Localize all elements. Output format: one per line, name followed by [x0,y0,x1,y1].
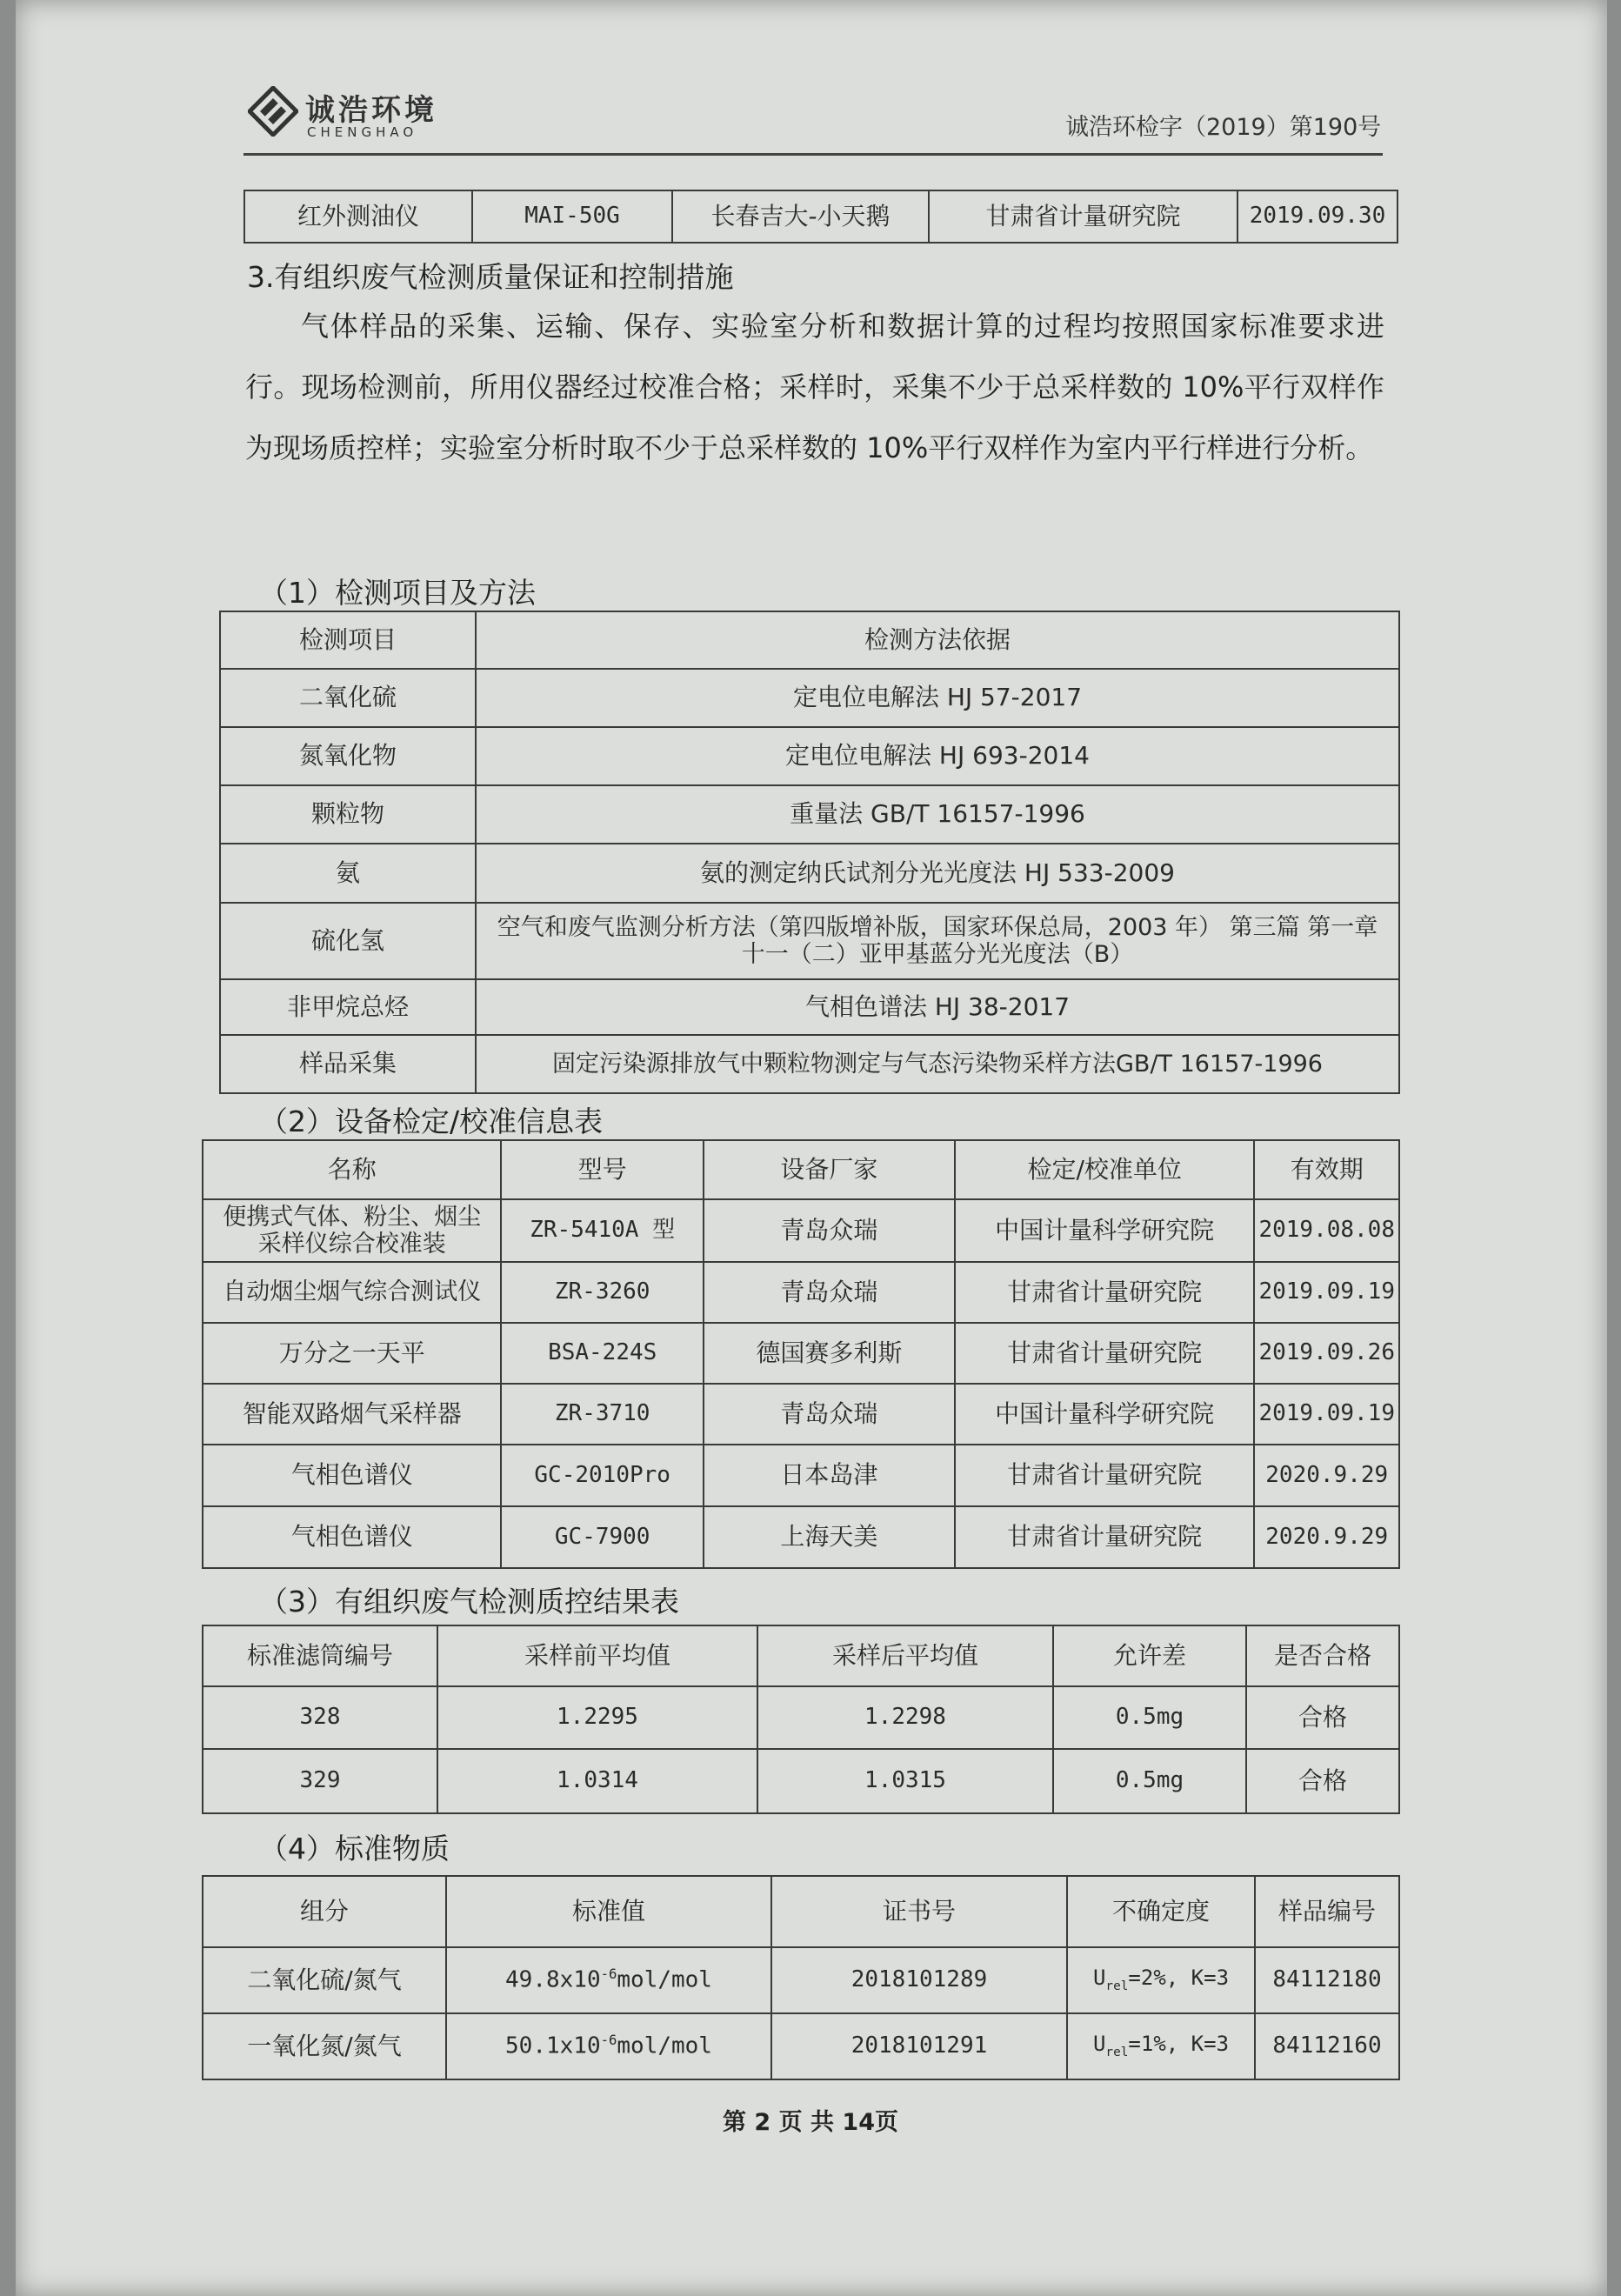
table-header-row [203,1876,1399,1947]
table-cell: 样品采集 [220,1035,476,1093]
table-cell: 定电位电解法 HJ 693-2014 [476,727,1399,785]
table-cell: 中国计量科学研究院 [955,1384,1255,1445]
table-cell: 自动烟尘烟气综合测试仪 [203,1262,501,1323]
table-header-cell: 设备厂家 [704,1140,955,1199]
table-row [220,903,1399,979]
table-cell: 0.5mg [1053,1749,1246,1813]
table-cell: 颗粒物 [220,785,476,844]
document-number: 诚浩环检字（2019）第190号 [1065,114,1382,141]
logo-text-en: CHENGHAO [307,124,418,140]
header-divider [243,153,1383,156]
table-header-cell: 检测项目 [220,611,476,669]
table-cell: 日本岛津 [704,1445,955,1506]
table-row [203,1262,1399,1323]
methods-table [219,611,1400,1094]
table-row [244,190,1398,243]
table-row [203,1749,1399,1813]
table-header-cell: 证书号 [771,1876,1067,1947]
table-cell: 2020.9.29 [1254,1506,1399,1568]
table-cell: 1.2298 [757,1686,1053,1749]
table-row [220,1035,1399,1093]
table-header-row [220,611,1399,669]
table-cell: 气相色谱仪 [203,1445,501,1506]
table-cell: 硫化氢 [220,903,476,979]
table-header-cell: 名称 [203,1140,501,1199]
table-cell: 84112180 [1255,1947,1399,2013]
table-header-cell: 采样后平均值 [757,1625,1053,1686]
table-cell: 1.2295 [437,1686,757,1749]
table-cell: 二氧化硫 [220,669,476,727]
section-paragraph [245,296,1384,478]
table-cell: 1.0314 [437,1749,757,1813]
table-cell: 甘肃省计量研究院 [955,1506,1255,1568]
table-cell: 二氧化硫/氮气 [203,1947,446,2013]
table-cell: 氨 [220,844,476,903]
table-cell: GC-7900 [501,1506,703,1568]
table-cell: 2020.9.29 [1254,1445,1399,1506]
table-cell: 德国赛多利斯 [704,1323,955,1384]
standard-value-unit: mol/mol [617,2032,712,2059]
table-cell: 氮氧化物 [220,727,476,785]
table-row [203,1686,1399,1749]
company-logo [248,83,457,152]
urel-subscript: rel [1105,2046,1129,2060]
table-cell: 2019.09.30 [1237,190,1398,243]
table-cell: $U_{rel}=1\%$, K=3 [1067,2013,1255,2079]
table-cell: 长春吉大-小天鹅 [672,190,929,243]
table-cell: 青岛众瑞 [704,1262,955,1323]
equipment-continuation-table [243,190,1398,244]
standard-value-unit: mol/mol [617,1966,712,1993]
table-header-cell: 组分 [203,1876,446,1947]
table-header-cell: 标准滤筒编号 [203,1625,437,1686]
table-cell: 青岛众瑞 [704,1384,955,1445]
qc-results-table [202,1625,1400,1814]
methods-title: （1）检测项目及方法 [259,576,536,610]
table-cell: 1.0315 [757,1749,1053,1813]
table-cell [446,2013,771,2079]
table-cell: ZR-3710 [501,1384,703,1445]
table-cell: 气相色谱法 HJ 38-2017 [476,979,1399,1035]
urel-subscript: rel [1105,1979,1129,1994]
table-cell: 328 [203,1686,437,1749]
page-number: 第 2 页 共 14页 [723,2109,898,2136]
table-cell: 2018101289 [771,1947,1067,2013]
table-header-cell: 型号 [501,1140,703,1199]
table-header-row [203,1140,1399,1199]
table-cell: 2019.09.19 [1254,1262,1399,1323]
table-row [203,1947,1399,2013]
qc-title: （3）有组织废气检测质控结果表 [259,1585,679,1619]
table-cell: 定电位电解法 HJ 57-2017 [476,669,1399,727]
standard-value-base: 49.8x10 [505,1966,601,1993]
table-header-cell: 采样前平均值 [437,1625,757,1686]
table-cell: 2019.09.26 [1254,1323,1399,1384]
table-row [203,1506,1399,1568]
table-cell: 甘肃省计量研究院 [929,190,1237,243]
table-row [220,669,1399,727]
table-row [220,727,1399,785]
table-cell: ZR-5410A 型 [501,1199,703,1262]
table-cell: $U_{rel}=2\%$, K=3 [1067,1947,1255,2013]
table-cell: 一氧化氮/氮气 [203,2013,446,2079]
standard-value-exponent: -6 [600,1966,617,1982]
equipment-title: （2）设备检定/校准信息表 [259,1105,604,1138]
table-header-cell: 不确定度 [1067,1876,1255,1947]
table-cell: 红外测油仪 [244,190,472,243]
table-cell: 中国计量科学研究院 [955,1199,1255,1262]
table-row [220,844,1399,903]
table-cell: 空气和废气监测分析方法（第四版增补版，国家环保总局，2003 年） 第三篇 第一章 十一（二）亚甲基蓝分光光度法（B） [476,903,1399,979]
table-header-cell: 检测方法依据 [476,611,1399,669]
table-row [203,2013,1399,2079]
table-cell: 智能双路烟气采样器 [203,1384,501,1445]
table-cell: 非甲烷总烃 [220,979,476,1035]
standard-value-exponent: -6 [600,2032,617,2048]
table-cell: 2018101291 [771,2013,1067,2079]
table-header-cell: 检定/校准单位 [955,1140,1255,1199]
table-header-cell: 允许差 [1053,1625,1246,1686]
table-row [203,1384,1399,1445]
table-cell: 万分之一天平 [203,1323,501,1384]
uncertainty-value: =1%, K=3 [1128,2032,1230,2057]
table-cell: 重量法 GB/T 16157-1996 [476,785,1399,844]
table-cell: BSA-224S [501,1323,703,1384]
table-row [203,1445,1399,1506]
table-cell: GC-2010Pro [501,1445,703,1506]
table-cell: 便携式气体、粉尘、烟尘采样仪综合校准装 [203,1199,501,1262]
table-header-cell: 样品编号 [1255,1876,1399,1947]
standards-title: （4）标准物质 [259,1832,450,1866]
table-cell: 329 [203,1749,437,1813]
table-row [203,1323,1399,1384]
logo-text-cn: 诚浩环境 [305,93,437,128]
table-cell: 甘肃省计量研究院 [955,1262,1255,1323]
company-logo-icon [248,86,298,137]
table-cell: 气相色谱仪 [203,1506,501,1568]
table-cell: 合格 [1246,1686,1399,1749]
table-cell: 合格 [1246,1749,1399,1813]
table-cell: MAI-50G [472,190,672,243]
standard-value-base: 50.1x10 [505,2032,601,2059]
table-header-cell: 标准值 [446,1876,771,1947]
table-header-cell: 有效期 [1254,1140,1399,1199]
table-header-cell: 是否合格 [1246,1625,1399,1686]
table-cell: 甘肃省计量研究院 [955,1323,1255,1384]
table-cell: 上海天美 [704,1506,955,1568]
table-cell: 2019.08.08 [1254,1199,1399,1262]
table-cell: 0.5mg [1053,1686,1246,1749]
uncertainty-value: =2%, K=3 [1128,1966,1230,1991]
table-cell: 2019.09.19 [1254,1384,1399,1445]
equipment-table [202,1139,1400,1569]
table-cell [446,1947,771,2013]
table-cell: 84112160 [1255,2013,1399,2079]
table-header-row [203,1625,1399,1686]
table-cell: 甘肃省计量研究院 [955,1445,1255,1506]
table-row [203,1199,1399,1262]
table-row [220,785,1399,844]
table-cell: 氨的测定纳氏试剂分光光度法 HJ 533-2009 [476,844,1399,903]
paragraph-text: 气体样品的采集、运输、保存、实验室分析和数据计算的过程均按照国家标准要求进行。现场检测前，所用仪器经过校准合格；采样时，采集不少于总采样数的 10%平行双样作为现场质控样；实验室分析时取不少于总采样数的 10%平行双样作为室内平行样进行分析。 [245,310,1384,464]
table-cell: 青岛众瑞 [704,1199,955,1262]
section-title: 3.有组织废气检测质量保证和控制措施 [247,260,734,294]
table-cell: 固定污染源排放气中颗粒物测定与气态污染物采样方法GB/T 16157-1996 [476,1035,1399,1093]
standards-table [202,1875,1400,2080]
table-row [220,979,1399,1035]
table-cell: ZR-3260 [501,1262,703,1323]
